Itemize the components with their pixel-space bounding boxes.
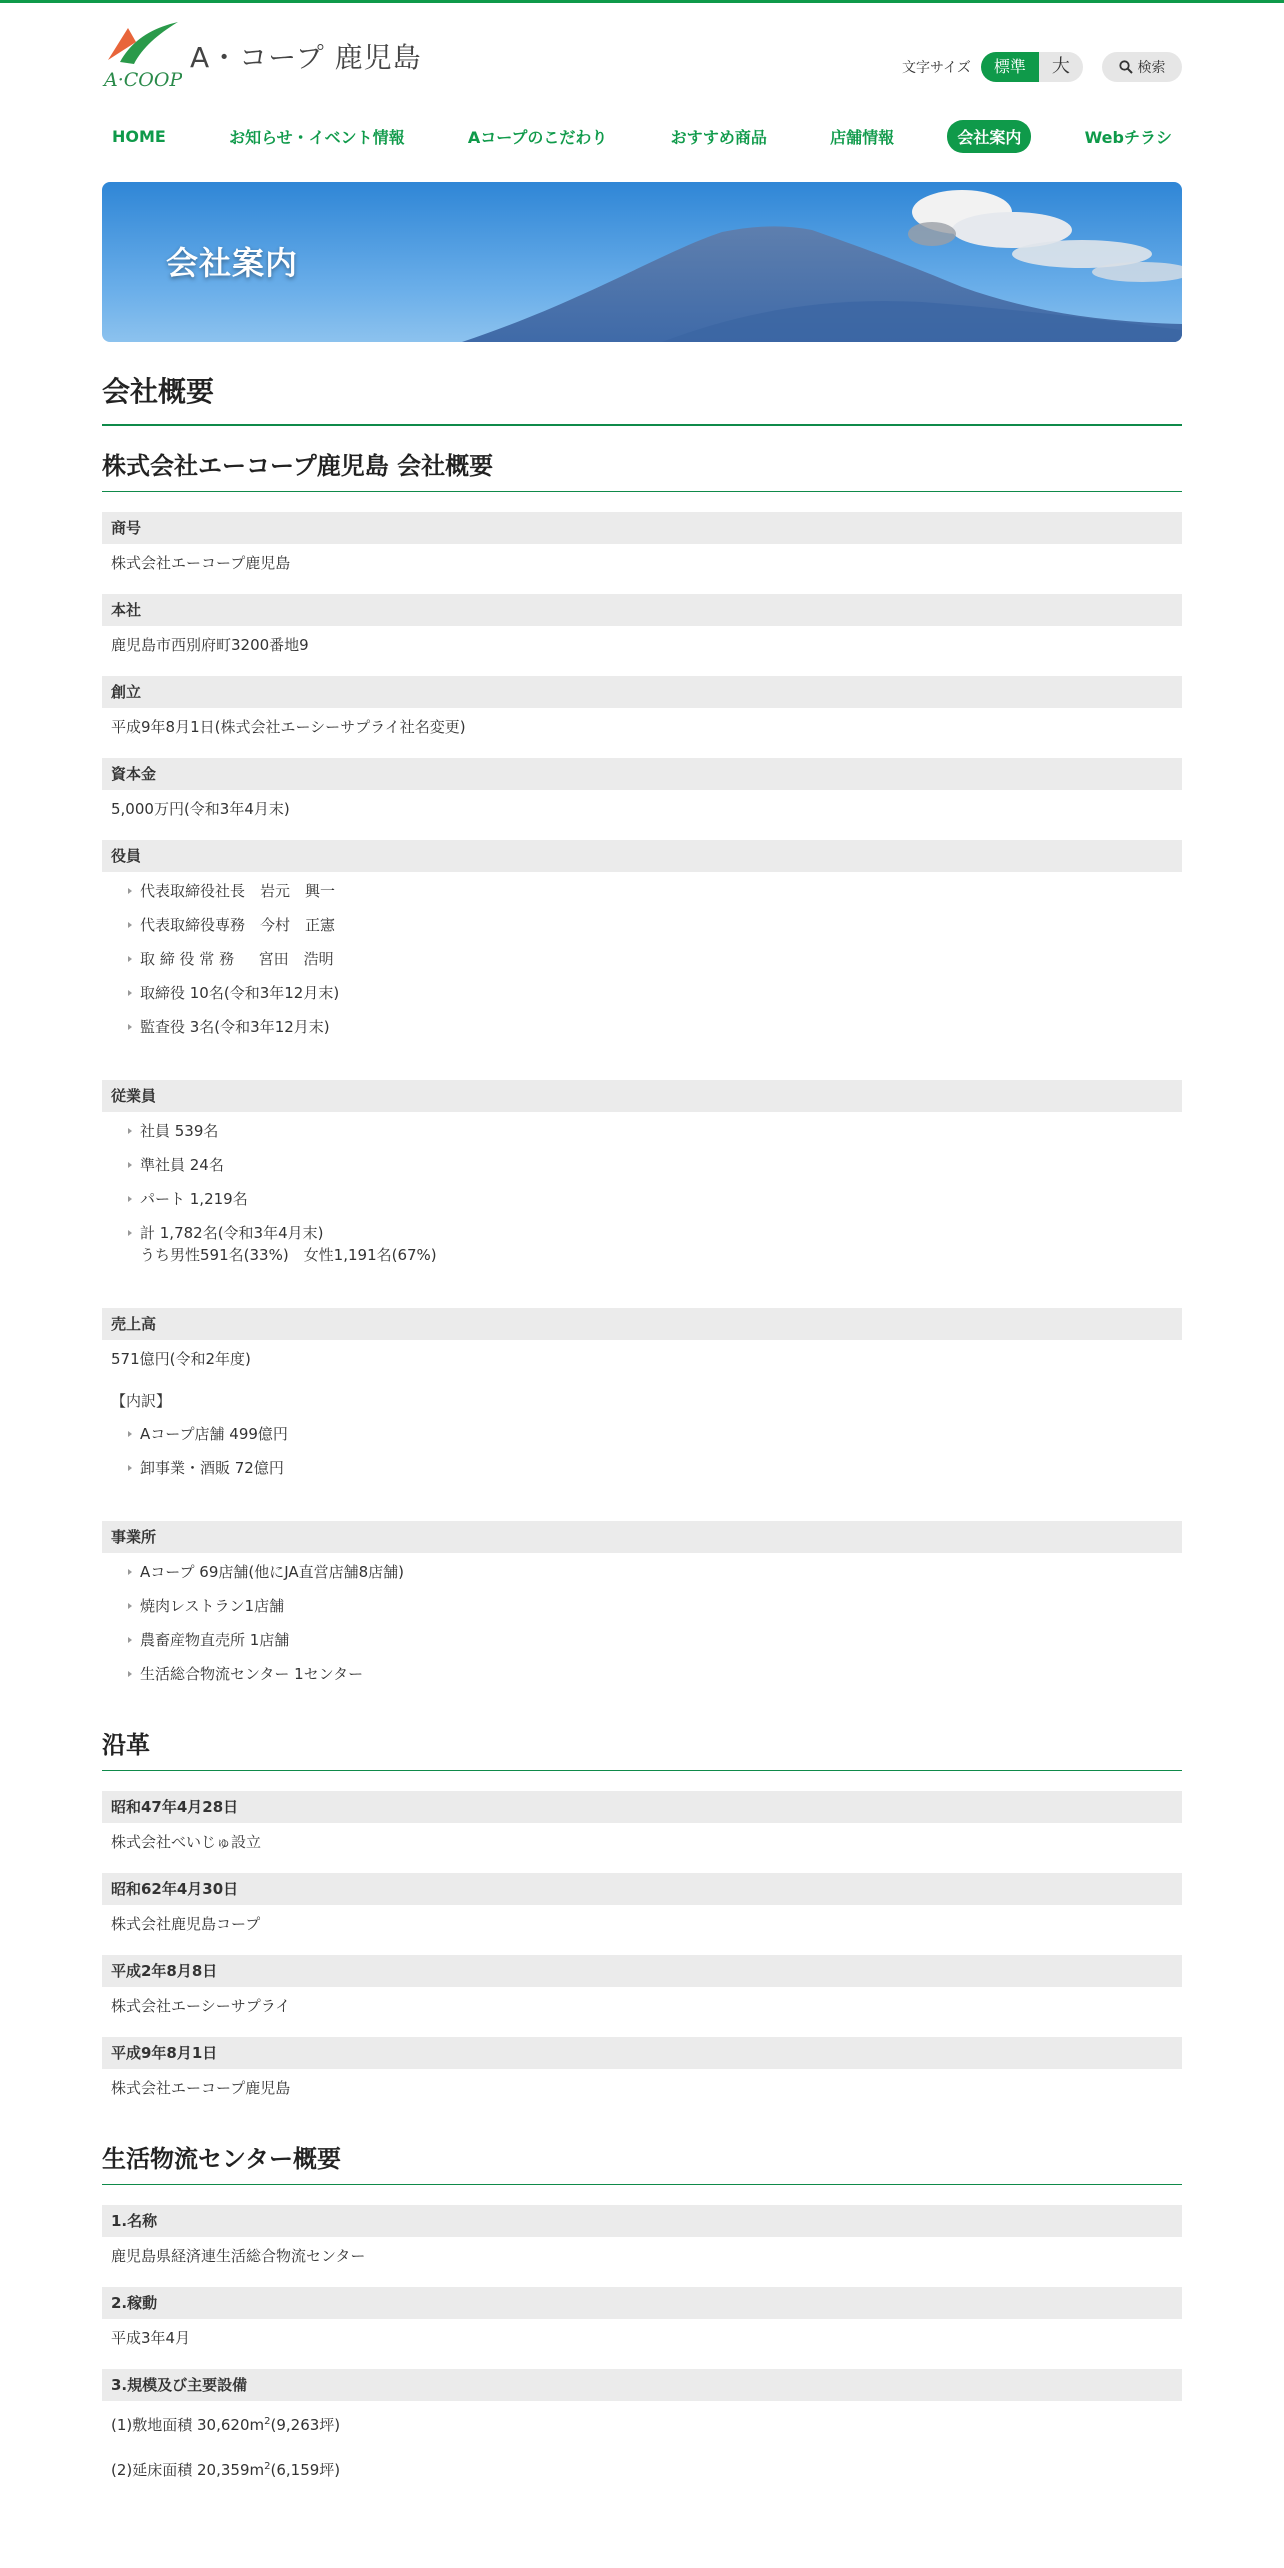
site-area-value: (1)敷地面積 30,620m [111, 2416, 265, 2434]
employees-total: 計 1,782名(令和3年4月末) [140, 1224, 324, 1242]
list-item: 準社員 24名 [140, 1154, 1182, 1176]
history-heading: 沿革 [102, 1725, 1182, 1771]
list-item [140, 1222, 1182, 1266]
term-founded: 創立 [102, 676, 1182, 708]
search-icon [1119, 60, 1133, 74]
nav-item-commitment[interactable]: Aコープのこだわり [467, 127, 608, 147]
list-item: 代表取締役専務 今村 正憲 [140, 914, 1182, 936]
center-value: 平成3年4月 [111, 2329, 191, 2347]
sales-breakdown-label: 【内訳】 [111, 1392, 172, 1410]
history-value: 株式会社エーシーサプライ [111, 1997, 291, 2015]
list-item: 取 締 役 常 務 宮田 浩明 [140, 948, 1182, 970]
hero-title: 会社案内 [166, 244, 299, 282]
term-sales: 売上高 [102, 1308, 1182, 1340]
floor-area [102, 2436, 1182, 2481]
site-area-unit-sup: 2 [264, 2416, 271, 2427]
value-hq: 鹿児島市西別府町3200番地9 [111, 636, 309, 654]
history-term: 昭和62年4月30日 [102, 1873, 1182, 1905]
center-term: 2.稼動 [102, 2287, 1182, 2319]
site-area-tsubo: (9,263坪) [270, 2416, 341, 2434]
font-size-normal-button[interactable]: 標準 [981, 52, 1039, 82]
search-label: 検索 [1137, 60, 1166, 76]
center-value: 鹿児島県経済連生活総合物流センター [111, 2247, 366, 2265]
floor-area-value: (2)延床面積 20,359m [111, 2461, 265, 2479]
floor-area-unit-sup: 2 [264, 2461, 271, 2472]
history-term: 昭和47年4月28日 [102, 1791, 1182, 1823]
employees-breakdown: うち男性591名(33%) 女性1,191名(67%) [140, 1246, 437, 1264]
brand-name: A・コープ 鹿児島 [190, 41, 422, 74]
officers-list [102, 872, 1182, 1060]
value-capital: 5,000万円(令和3年4月末) [111, 800, 290, 818]
nav-item-news[interactable]: お知らせ・イベント情報 [229, 127, 405, 147]
term-employees: 従業員 [102, 1080, 1182, 1112]
acoop-logo[interactable] [102, 20, 182, 92]
list-item: 代表取締役社長 岩元 興一 [140, 880, 1182, 902]
hero-banner [102, 182, 1182, 342]
sales-breakdown-list [102, 1415, 1182, 1501]
history-value: 株式会社べいじゅ設立 [111, 1833, 262, 1851]
history-value: 株式会社エーコープ鹿児島 [111, 2079, 291, 2097]
nav-item-stores[interactable]: 店舗情報 [830, 127, 895, 147]
history-value: 株式会社鹿児島コープ [111, 1915, 261, 1933]
nav-item-home[interactable]: HOME [112, 126, 166, 146]
list-item: Aコープ店舗 499億円 [140, 1423, 1182, 1445]
term-capital: 資本金 [102, 758, 1182, 790]
center-term: 1.名称 [102, 2205, 1182, 2237]
logo-text: A·COOP [104, 69, 182, 91]
list-item: 農畜産物直売所 1店舗 [140, 1629, 1182, 1651]
center-heading: 生活物流センター概要 [102, 2139, 1182, 2185]
offices-list [102, 1553, 1182, 1685]
site-area [102, 2401, 1182, 2436]
value-sales: 571億円(令和2年度) [111, 1350, 251, 1368]
list-item: 社員 539名 [140, 1120, 1182, 1142]
term-name: 商号 [102, 512, 1182, 544]
history-term: 平成9年8月1日 [102, 2037, 1182, 2069]
main-content [102, 370, 1182, 2481]
nav-item-company[interactable]: 会社案内 [947, 120, 1031, 153]
history-term: 平成2年8月8日 [102, 1955, 1182, 1987]
floor-area-tsubo: (6,159坪) [270, 2461, 341, 2479]
font-size-switcher [902, 52, 1083, 82]
page-title: 会社概要 [102, 370, 1182, 426]
search-button[interactable] [1102, 52, 1182, 82]
employees-list [102, 1112, 1182, 1288]
font-size-large-button[interactable]: 大 [1039, 52, 1083, 82]
font-size-label: 文字サイズ [902, 60, 971, 76]
center-term: 3.規模及び主要設備 [102, 2369, 1182, 2401]
value-name: 株式会社エーコープ鹿児島 [111, 554, 291, 572]
list-item: 取締役 10名(令和3年12月末) [140, 982, 1182, 1004]
list-item: 焼肉レストラン1店舗 [140, 1595, 1182, 1617]
term-offices: 事業所 [102, 1521, 1182, 1553]
main-nav [102, 118, 1182, 154]
list-item: パート 1,219名 [140, 1188, 1182, 1210]
list-item: 生活総合物流センター 1センター [140, 1663, 1182, 1685]
list-item: 卸事業・酒販 72億円 [140, 1457, 1182, 1479]
value-founded: 平成9年8月1日(株式会社エーシーサプライ社名変更) [111, 718, 466, 736]
list-item: Aコープ 69店舗(他にJA直営店舗8店舗) [140, 1561, 1182, 1583]
nav-item-flyer[interactable]: Webチラシ [1084, 127, 1172, 147]
company-overview-heading: 株式会社エーコープ鹿児島 会社概要 [102, 446, 1182, 492]
site-header [102, 0, 1182, 105]
nav-item-recommended[interactable]: おすすめ商品 [670, 127, 767, 147]
page-container [102, 0, 1182, 2479]
term-officers: 役員 [102, 840, 1182, 872]
list-item: 監査役 3名(令和3年12月末) [140, 1016, 1182, 1038]
term-hq: 本社 [102, 594, 1182, 626]
